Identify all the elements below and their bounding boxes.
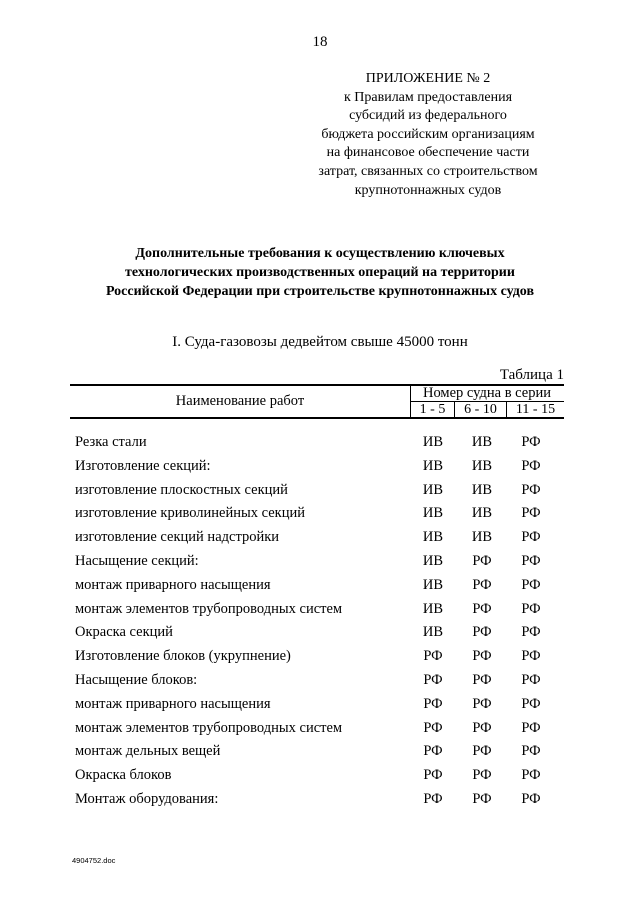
cell-1-5: ИВ xyxy=(422,624,444,641)
cell-1-5: РФ xyxy=(423,743,443,760)
table-label: Таблица 1 xyxy=(499,367,564,383)
appendix-line: ПРИЛОЖЕНИЕ № 2 xyxy=(365,71,491,86)
cell-6-10: РФ xyxy=(472,552,492,569)
cell-1-5: ИВ xyxy=(422,505,444,522)
row-label: изготовление плоскостных секций xyxy=(75,481,288,498)
cell-11-15: РФ xyxy=(521,481,541,498)
row-label: монтаж элементов трубопроводных систем xyxy=(75,600,343,617)
cell-11-15: РФ xyxy=(521,648,541,665)
cell-6-10: РФ xyxy=(472,576,492,593)
table-body xyxy=(0,434,640,815)
cell-11-15: РФ xyxy=(521,576,541,593)
cell-6-10: ИВ xyxy=(471,529,493,546)
row-label: монтаж приварного насыщения xyxy=(75,695,271,712)
cell-6-10: ИВ xyxy=(471,481,493,498)
cell-11-15: РФ xyxy=(521,552,541,569)
table-row xyxy=(0,767,640,791)
cell-6-10: ИВ xyxy=(471,457,493,474)
cell-6-10: РФ xyxy=(472,767,492,784)
table-row xyxy=(0,743,640,767)
table-row xyxy=(0,458,640,482)
cell-11-15: РФ xyxy=(521,434,541,450)
table-row xyxy=(0,553,640,577)
cell-6-10: РФ xyxy=(472,600,492,617)
cell-11-15: РФ xyxy=(521,600,541,617)
cell-11-15: РФ xyxy=(521,671,541,688)
header-series: Номер судна в серии xyxy=(422,385,551,401)
appendix-line: к Правилам предоставления xyxy=(343,89,513,105)
cell-6-10: РФ xyxy=(472,695,492,712)
title-line: Российской Федерации при строительстве крупнотоннажных судов xyxy=(105,284,535,299)
row-label: монтаж дельных вещей xyxy=(75,743,221,760)
table-row xyxy=(0,624,640,648)
row-label: монтаж приварного насыщения xyxy=(75,576,271,593)
cell-6-10: РФ xyxy=(472,624,492,641)
cell-6-10: РФ xyxy=(472,648,492,665)
cell-11-15: РФ xyxy=(521,529,541,546)
cell-1-5: ИВ xyxy=(422,434,444,450)
table-row xyxy=(0,720,640,744)
table-row xyxy=(0,577,640,601)
cell-11-15: РФ xyxy=(521,767,541,784)
table-row xyxy=(0,529,640,553)
appendix-line: на финансовое обеспечение части xyxy=(326,145,530,161)
cell-11-15: РФ xyxy=(521,695,541,712)
cell-1-5: РФ xyxy=(423,719,443,736)
appendix-block xyxy=(300,70,556,200)
cell-6-10: РФ xyxy=(472,790,492,807)
table-row xyxy=(0,791,640,815)
cell-11-15: РФ xyxy=(521,505,541,522)
appendix-line: затрат, связанных со строительством xyxy=(318,163,538,179)
table-row xyxy=(0,648,640,672)
table-row xyxy=(0,505,640,529)
file-name-footer: 4904752.doc xyxy=(72,856,116,865)
cell-1-5: РФ xyxy=(423,767,443,784)
row-label: монтаж элементов трубопроводных систем xyxy=(75,719,343,736)
row-label: изготовление секций надстройки xyxy=(75,529,280,546)
table-row xyxy=(0,672,640,696)
row-label: Окраска секций xyxy=(75,624,173,641)
row-label: изготовление криволинейных секций xyxy=(75,505,305,522)
cell-1-5: РФ xyxy=(423,671,443,688)
cell-1-5: РФ xyxy=(423,790,443,807)
row-label: Насыщение секций: xyxy=(75,552,199,569)
header-col-3: 11 - 15 xyxy=(515,402,556,417)
cell-1-5: ИВ xyxy=(422,529,444,546)
table-row xyxy=(0,434,640,458)
row-label: Изготовление секций: xyxy=(75,457,211,474)
cell-11-15: РФ xyxy=(521,457,541,474)
cell-11-15: РФ xyxy=(521,624,541,641)
cell-1-5: ИВ xyxy=(422,600,444,617)
cell-6-10: ИВ xyxy=(471,434,493,450)
appendix-line: субсидий из федерального xyxy=(349,108,507,124)
cell-6-10: РФ xyxy=(472,671,492,688)
section-heading: I. Суда-газовозы дедвейтом свыше 45000 тонн xyxy=(172,334,468,350)
row-label: Окраска блоков xyxy=(75,767,172,784)
cell-1-5: ИВ xyxy=(422,481,444,498)
header-col-1: 1 - 5 xyxy=(419,402,446,417)
cell-6-10: ИВ xyxy=(471,505,493,522)
title-line: Дополнительные требования к осуществлению ключевых xyxy=(135,246,505,261)
table-header xyxy=(70,384,564,418)
row-label: Изготовление блоков (укрупнение) xyxy=(75,648,291,665)
cell-1-5: ИВ xyxy=(422,576,444,593)
page-number: 18 xyxy=(312,34,328,50)
header-work-name: Наименование работ xyxy=(175,393,305,409)
cell-11-15: РФ xyxy=(521,790,541,807)
row-label: Резка стали xyxy=(75,434,147,450)
cell-6-10: РФ xyxy=(472,743,492,760)
cell-1-5: РФ xyxy=(423,648,443,665)
table-row xyxy=(0,696,640,720)
header-col-2: 6 - 10 xyxy=(464,402,497,417)
cell-1-5: ИВ xyxy=(422,552,444,569)
title-line: технологических производственных операций на территории xyxy=(125,265,515,280)
cell-11-15: РФ xyxy=(521,719,541,736)
table-row xyxy=(0,601,640,625)
row-label: Монтаж оборудования: xyxy=(75,790,219,807)
cell-1-5: РФ xyxy=(423,695,443,712)
appendix-line: крупнотоннажных судов xyxy=(354,182,502,198)
table-row xyxy=(0,482,640,506)
document-title xyxy=(60,244,580,301)
cell-11-15: РФ xyxy=(521,743,541,760)
cell-1-5: ИВ xyxy=(422,457,444,474)
appendix-line: бюджета российским организациям xyxy=(321,126,535,142)
row-label: Насыщение блоков: xyxy=(75,671,198,688)
cell-6-10: РФ xyxy=(472,719,492,736)
